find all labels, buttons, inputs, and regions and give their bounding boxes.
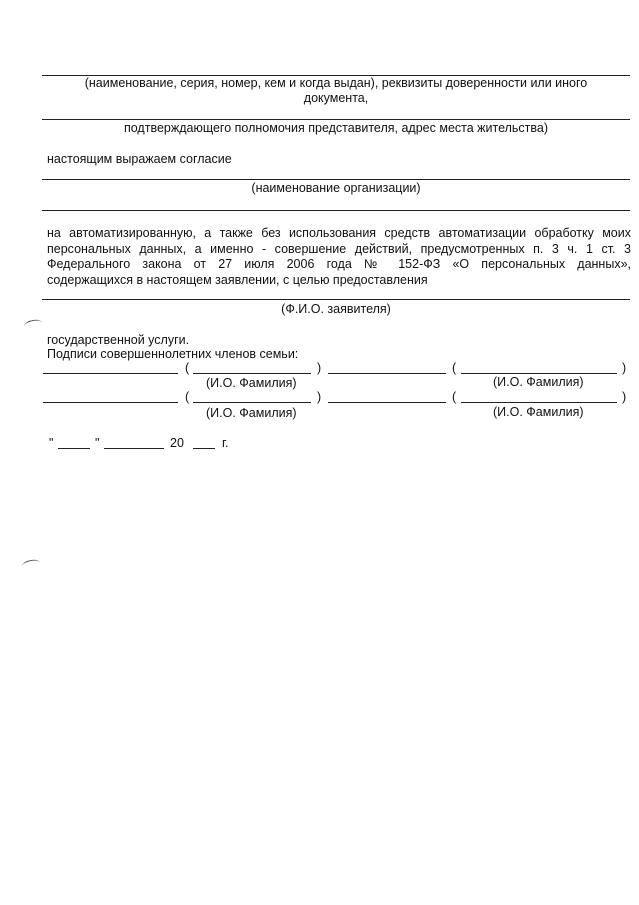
name-caption: (И.О. Фамилия) (493, 405, 584, 419)
representative-document-caption-line1: (наименование, серия, номер, кем и когда выдан), реквизиты доверенности или иного (84, 76, 588, 90)
consent-paragraph-line2: персональных данных, а именно - совершение действий, предусмотренных п. 3 ч. 1 ст. 3 (47, 241, 631, 256)
signature-row-2 (0, 390, 639, 406)
applicant-name-line (42, 299, 630, 300)
service-text: государственной услуги. (47, 333, 190, 347)
organization-line (42, 179, 630, 180)
name-line[interactable] (461, 402, 617, 403)
scan-mark-2 (21, 558, 40, 571)
open-paren: ( (185, 390, 190, 404)
date-year-prefix: 20 (170, 436, 184, 450)
signatures-title: Подписи совершеннолетних членов семьи: (47, 347, 299, 361)
consent-paragraph-line4: содержащихся в настоящем заявлении, с целью предоставления (47, 272, 428, 287)
consent-paragraph (47, 226, 631, 288)
consent-paragraph-line1: на автоматизированную, а также без использования средств автоматизации обработку моих (47, 226, 631, 240)
name-caption: (И.О. Фамилия) (206, 406, 297, 420)
representative-document-caption-line2: документа, (303, 91, 369, 105)
date-row (0, 436, 639, 452)
scan-mark-1 (23, 318, 42, 331)
organization-caption: (наименование организации) (251, 181, 421, 195)
signature-line[interactable] (328, 402, 446, 403)
signature-line[interactable] (43, 402, 178, 403)
date-month-line[interactable] (104, 448, 164, 449)
signature-line[interactable] (328, 373, 446, 374)
date-quote-close: " (95, 436, 100, 450)
name-caption: (И.О. Фамилия) (206, 376, 297, 390)
consent-label: настоящим выражаем согласие (47, 152, 232, 166)
representative-authority-caption: подтверждающего полномочия представителя, адрес места жительства) (123, 121, 549, 135)
date-day-line[interactable] (58, 448, 90, 449)
organization-second-line (42, 210, 630, 211)
close-paren: ) (622, 390, 627, 404)
representative-authority-line (42, 119, 630, 120)
close-paren: ) (317, 390, 322, 404)
name-caption: (И.О. Фамилия) (493, 375, 584, 389)
open-paren: ( (452, 390, 457, 404)
date-quote-open: " (49, 436, 54, 450)
name-line[interactable] (461, 373, 617, 374)
consent-paragraph-line3: Федерального закона от 27 июля 2006 года № 152-ФЗ «О персональных данных», (47, 257, 631, 271)
applicant-name-caption: (Ф.И.О. заявителя) (281, 302, 391, 316)
open-paren: ( (185, 361, 190, 375)
date-year-suffix: г. (222, 436, 229, 450)
signature-line[interactable] (43, 373, 178, 374)
close-paren: ) (317, 361, 322, 375)
name-line[interactable] (193, 373, 311, 374)
close-paren: ) (622, 361, 627, 375)
open-paren: ( (452, 361, 457, 375)
name-line[interactable] (193, 402, 311, 403)
date-year-line[interactable] (193, 448, 215, 449)
